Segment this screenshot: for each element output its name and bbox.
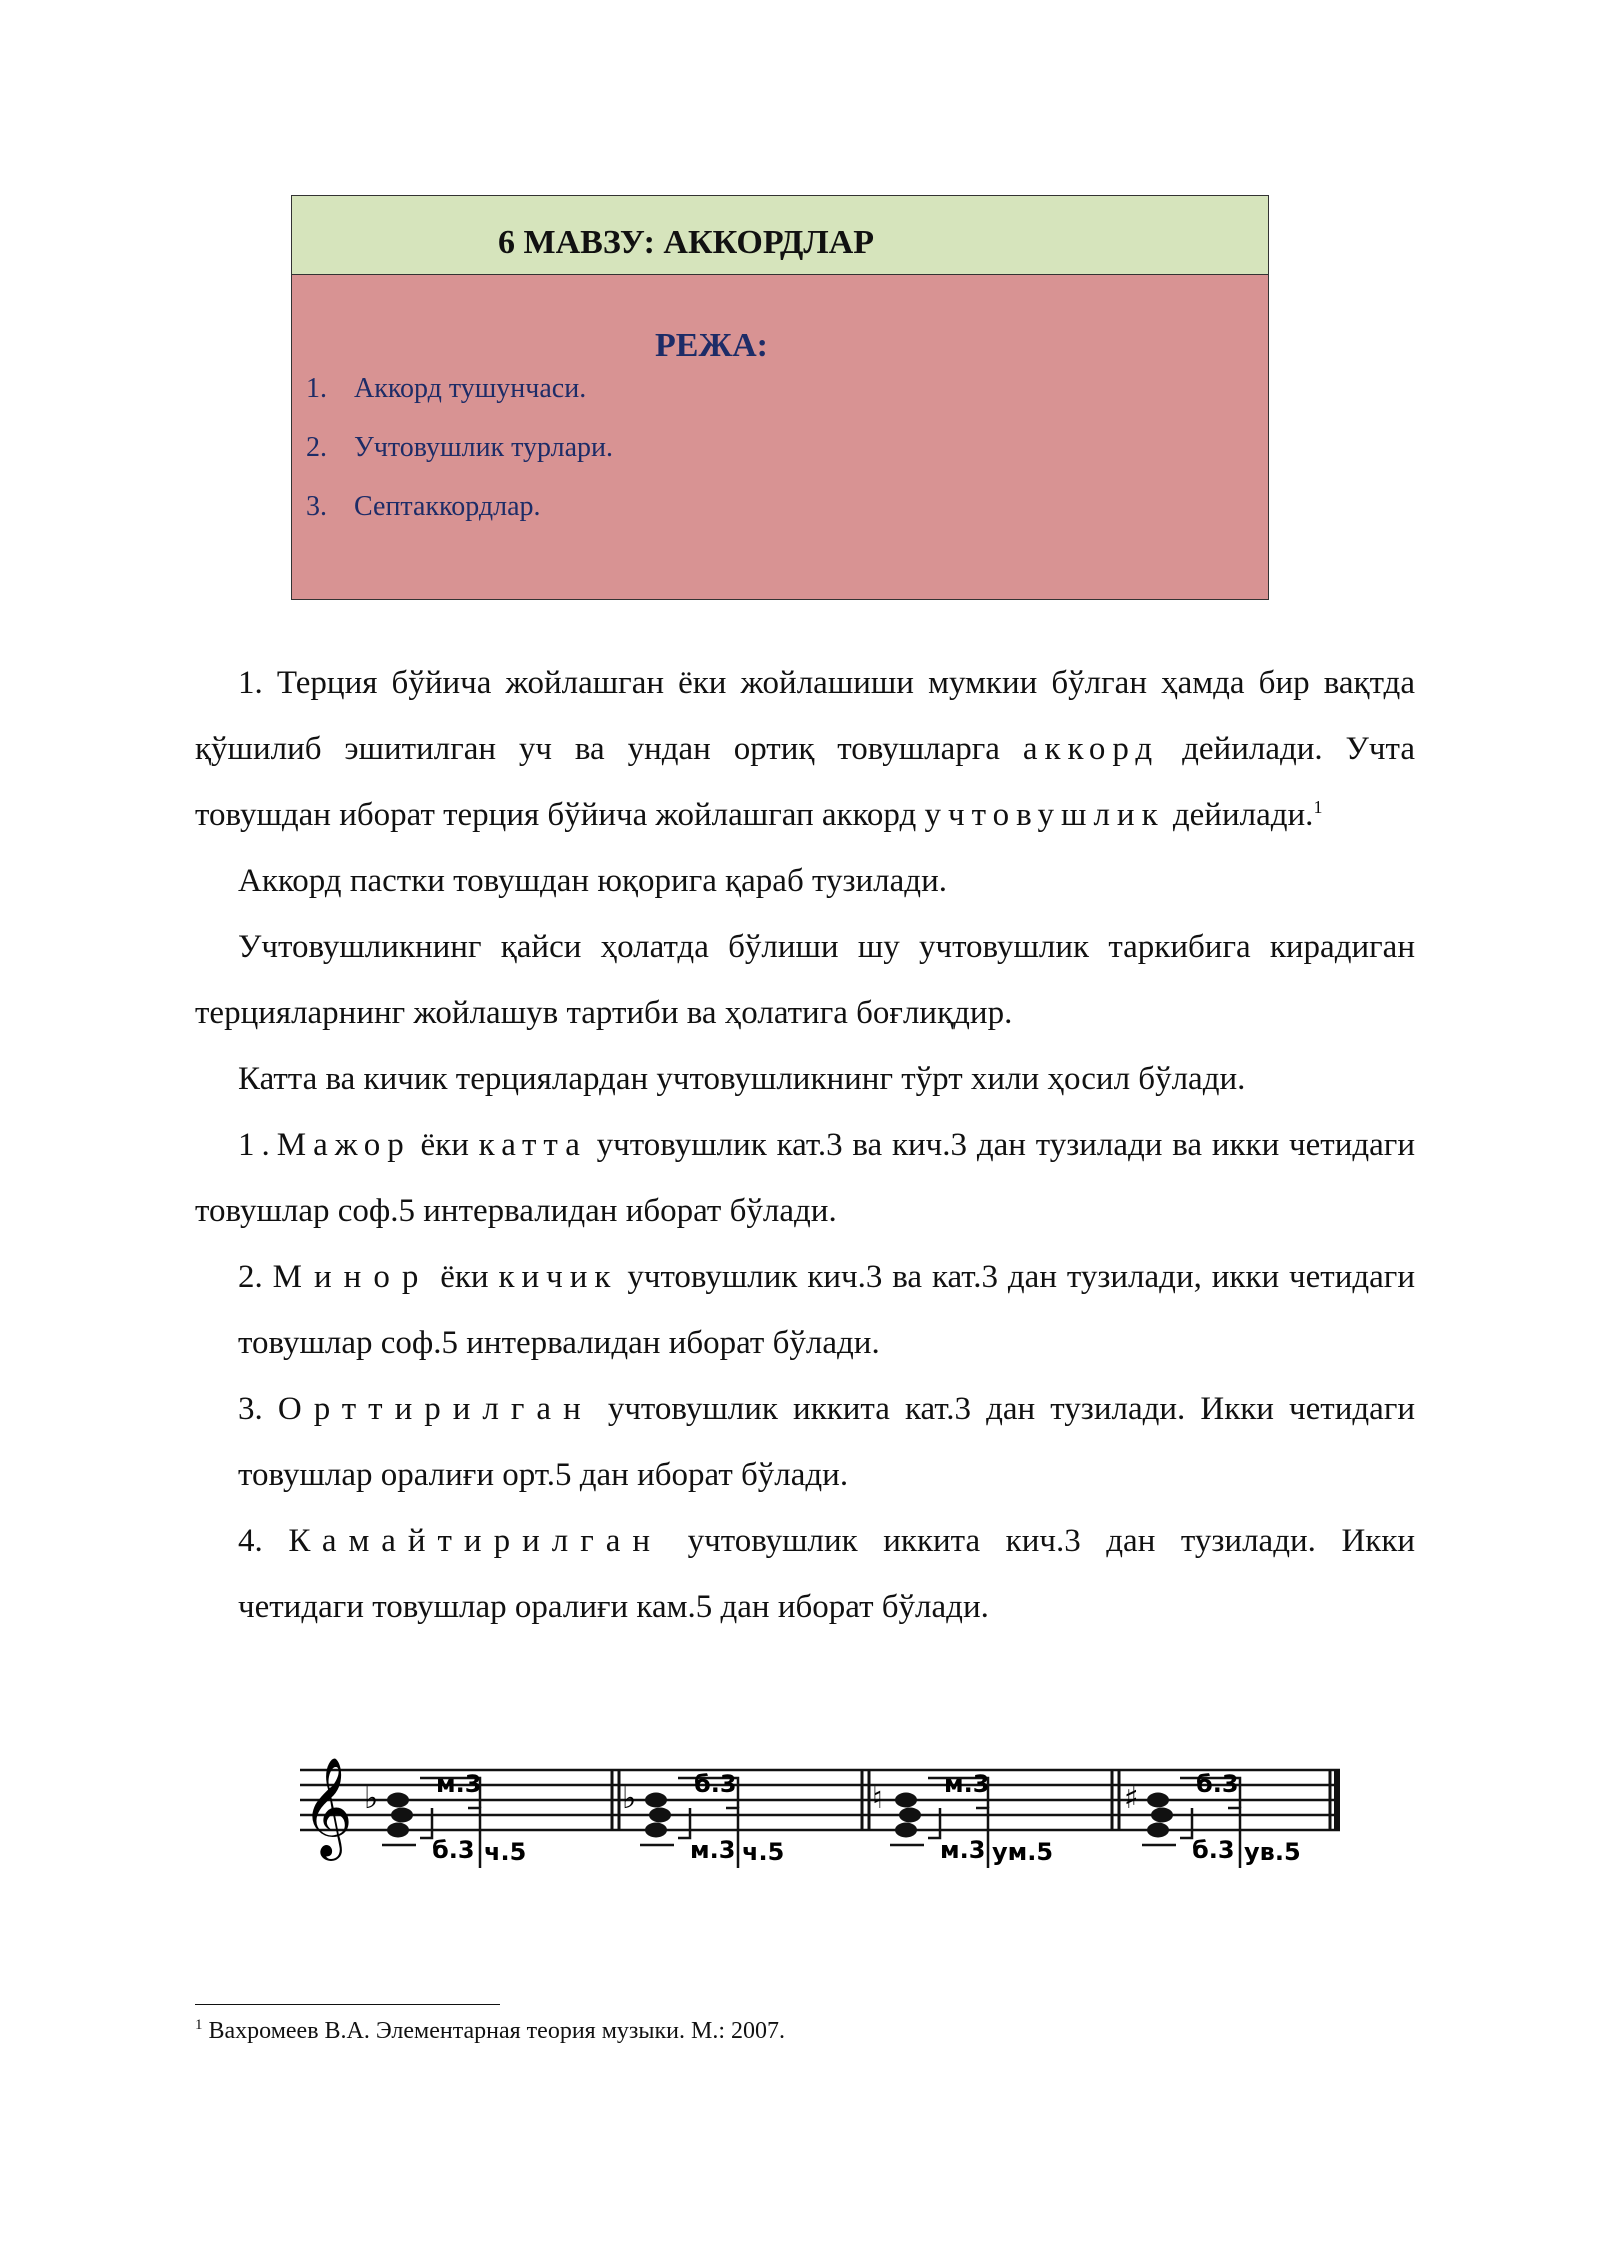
note-head [645,1823,667,1838]
interval-label: б.3 [694,1770,737,1798]
item-major: 1.Мажор ёки катта учтовушлик кат.3 ва кич.3 дан тузилади ва икки четидаги товушлар соф.5 интервалидан иборат бўлади. [195,1127,1415,1229]
paragraph-2: Аккорд пастки товушдан юқорига қараб тузилади. [238,863,947,899]
note-head [1147,1823,1169,1838]
term-akkord: аккорд [1022,731,1160,767]
triads-notation [300,1750,1345,1880]
footnote-separator [195,2004,500,2005]
note-head [387,1823,409,1838]
fifth-label: ув.5 [1244,1838,1301,1866]
accidental-icon: ♭ [364,1781,379,1816]
treble-clef-icon: 𝄞 [302,1757,353,1857]
footnote-ref: 1 [1313,797,1323,817]
topic-title: 6 МАВЗУ: АККОРДЛАР [498,224,875,261]
interval-label: м.3 [940,1836,986,1864]
note-head [649,1808,671,1823]
paragraph-definition: 1. Терция бўйича жойлашган ёки жойлашиши мумкии бўлган ҳамда бир вақтда қўшилиб эшитилган уч ва ундан ортиқ товушларга аккорд дейилади. Учта товушдан иборат терция бўйича жойлашгап аккорд учтовушлик дейилади.$^1$ [195,665,1415,833]
item-augmented: 3. Орттирилган учтовушлик иккита кат.3 дан тузилади. Икки четидаги товушлар оралиғи орт.5 дан иборат бўлади. [238,1391,1416,1493]
interval-label: б.3 [1192,1836,1235,1864]
note-head [1147,1793,1169,1808]
fifth-label: ум.5 [992,1838,1054,1866]
plan-panel [292,275,1268,599]
note-head [391,1808,413,1823]
plan-item: 1. Аккорд тушунчаси. [306,373,587,404]
interval-label: б.3 [432,1836,475,1864]
fifth-label: ч.5 [484,1838,527,1866]
main-text [195,650,1415,1640]
paragraph-4: Катта ва кичик терциялардан учтовушликнинг тўрт хили ҳосил бўлади. [238,1061,1246,1097]
fifth-label: ч.5 [742,1838,785,1866]
item-diminished: 4. Камайтирилган учтовушлик иккита кич.3 дан тузилади. Икки четидаги товушлар оралиғи кам.5 дан иборат бўлади. [238,1523,1416,1625]
note-head [899,1808,921,1823]
plan-item: 2. Учтовушлик турлари. [306,432,614,463]
paragraph-3: Учтовушликнинг қайси ҳолатда бўлиши шу учтовушлик таркибига кирадиган терцияларнинг жойлашув тартиби ва ҳолатига боғлиқдир. [195,929,1415,1031]
topic-box [291,195,1269,600]
accidental-icon: ♭ [622,1781,637,1816]
note-head [895,1793,917,1808]
interval-label: м.3 [690,1836,736,1864]
plan-title: РЕЖА: [655,327,768,364]
footnote: $^1$ Вахромеев В.А. Элементарная теория музыки. М.: 2007. [195,2017,786,2044]
note-head [645,1793,667,1808]
note-head [387,1793,409,1808]
note-head [895,1823,917,1838]
plan-list [306,373,613,550]
interval-label: м.3 [436,1770,482,1798]
interval-label: б.3 [1196,1770,1239,1798]
accidental-icon: ♯ [1124,1781,1139,1816]
accidental-icon: ♮ [872,1781,883,1816]
item-minor: 2. Минор ёки кичик учтовушлик кич.3 ва кат.3 дан тузилади, икки четидаги товушлар соф.5 интервалидан иборат бўлади. [238,1259,1416,1361]
term-uchtovushlik: учтовушлик [924,797,1165,833]
note-head [1151,1808,1173,1823]
topic-header [292,196,1268,275]
interval-label: м.3 [944,1770,990,1798]
plan-item: 3. Септаккордлар. [306,491,541,522]
